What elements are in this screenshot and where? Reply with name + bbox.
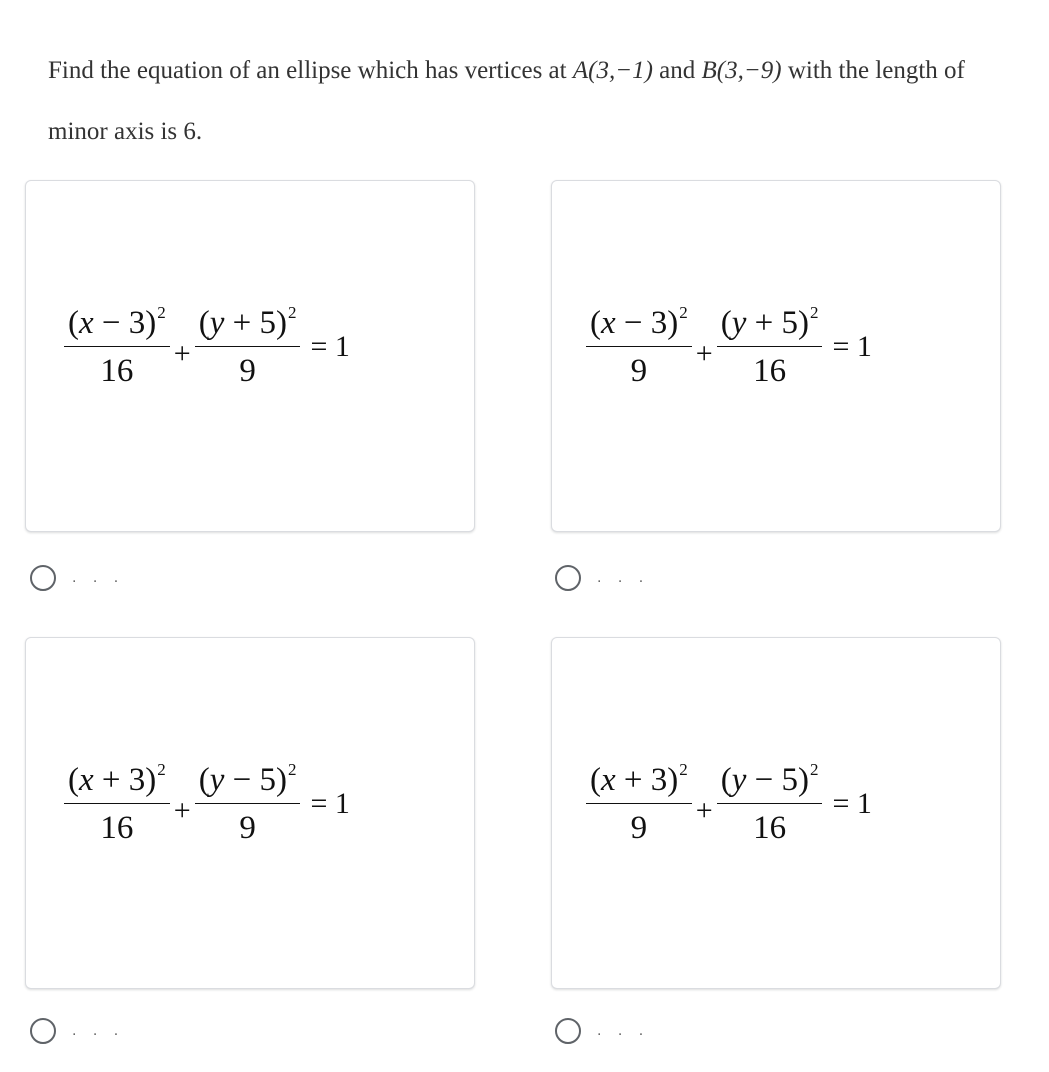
y-term-c: $\frac{(y - 5)^2}{9}$ xyxy=(195,760,301,847)
option-a[interactable] xyxy=(30,565,124,591)
x-term-b: $\frac{(x - 3)^2}{9}$ xyxy=(586,303,692,390)
option-b[interactable] xyxy=(555,565,649,591)
option-card-b[interactable] xyxy=(551,180,1001,532)
option-card-a[interactable] xyxy=(25,180,475,532)
x-term-c: $\frac{(x + 3)^2}{16}$ xyxy=(64,760,170,847)
equation-d: $\frac{(x + 3)^2}{9}$ + $\frac{(y - 5)^2}{16}$ = 1 xyxy=(586,760,876,847)
option-card-d[interactable] xyxy=(551,637,1001,989)
y-term-b: $\frac{(y + 5)^2}{16}$ xyxy=(717,303,823,390)
equation-c: $\frac{(x + 3)^2}{16}$ + $\frac{(y - 5)^2}{9}$ = 1 xyxy=(64,760,354,847)
option-c-label: . . . xyxy=(72,1022,125,1039)
radio-option-b[interactable] xyxy=(555,565,581,591)
question-part-2: and xyxy=(652,57,702,84)
question-text xyxy=(48,40,1018,162)
equation-a: $\frac{(x - 3)^2}{16}$ + $\frac{(y + 5)^2}{9}$ = 1 xyxy=(64,303,354,390)
y-term-a: $\frac{(y + 5)^2}{9}$ xyxy=(195,303,301,390)
equation-b: $\frac{(x - 3)^2}{9}$ + $\frac{(y + 5)^2}{16}$ = 1 xyxy=(586,303,876,390)
question-part-1: Find the equation of an ellipse which has vertices at xyxy=(48,57,573,84)
question-part-3: with the length of minor axis is 6. xyxy=(48,57,965,145)
option-c[interactable] xyxy=(30,1018,124,1044)
option-d-label: . . . xyxy=(597,1022,650,1039)
x-term-d: $\frac{(x + 3)^2}{9}$ xyxy=(586,760,692,847)
x-term-a: $\frac{(x - 3)^2}{16}$ xyxy=(64,303,170,390)
radio-option-c[interactable] xyxy=(30,1018,56,1044)
option-b-label: . . . xyxy=(597,569,650,586)
vertex-a: A(3,−1) xyxy=(572,57,653,84)
y-term-d: $\frac{(y - 5)^2}{16}$ xyxy=(717,760,823,847)
option-a-label: . . . xyxy=(72,569,125,586)
option-card-c[interactable] xyxy=(25,637,475,989)
option-d[interactable] xyxy=(555,1018,649,1044)
vertex-b: B(3,−9) xyxy=(701,57,782,84)
radio-option-a[interactable] xyxy=(30,565,56,591)
radio-option-d[interactable] xyxy=(555,1018,581,1044)
